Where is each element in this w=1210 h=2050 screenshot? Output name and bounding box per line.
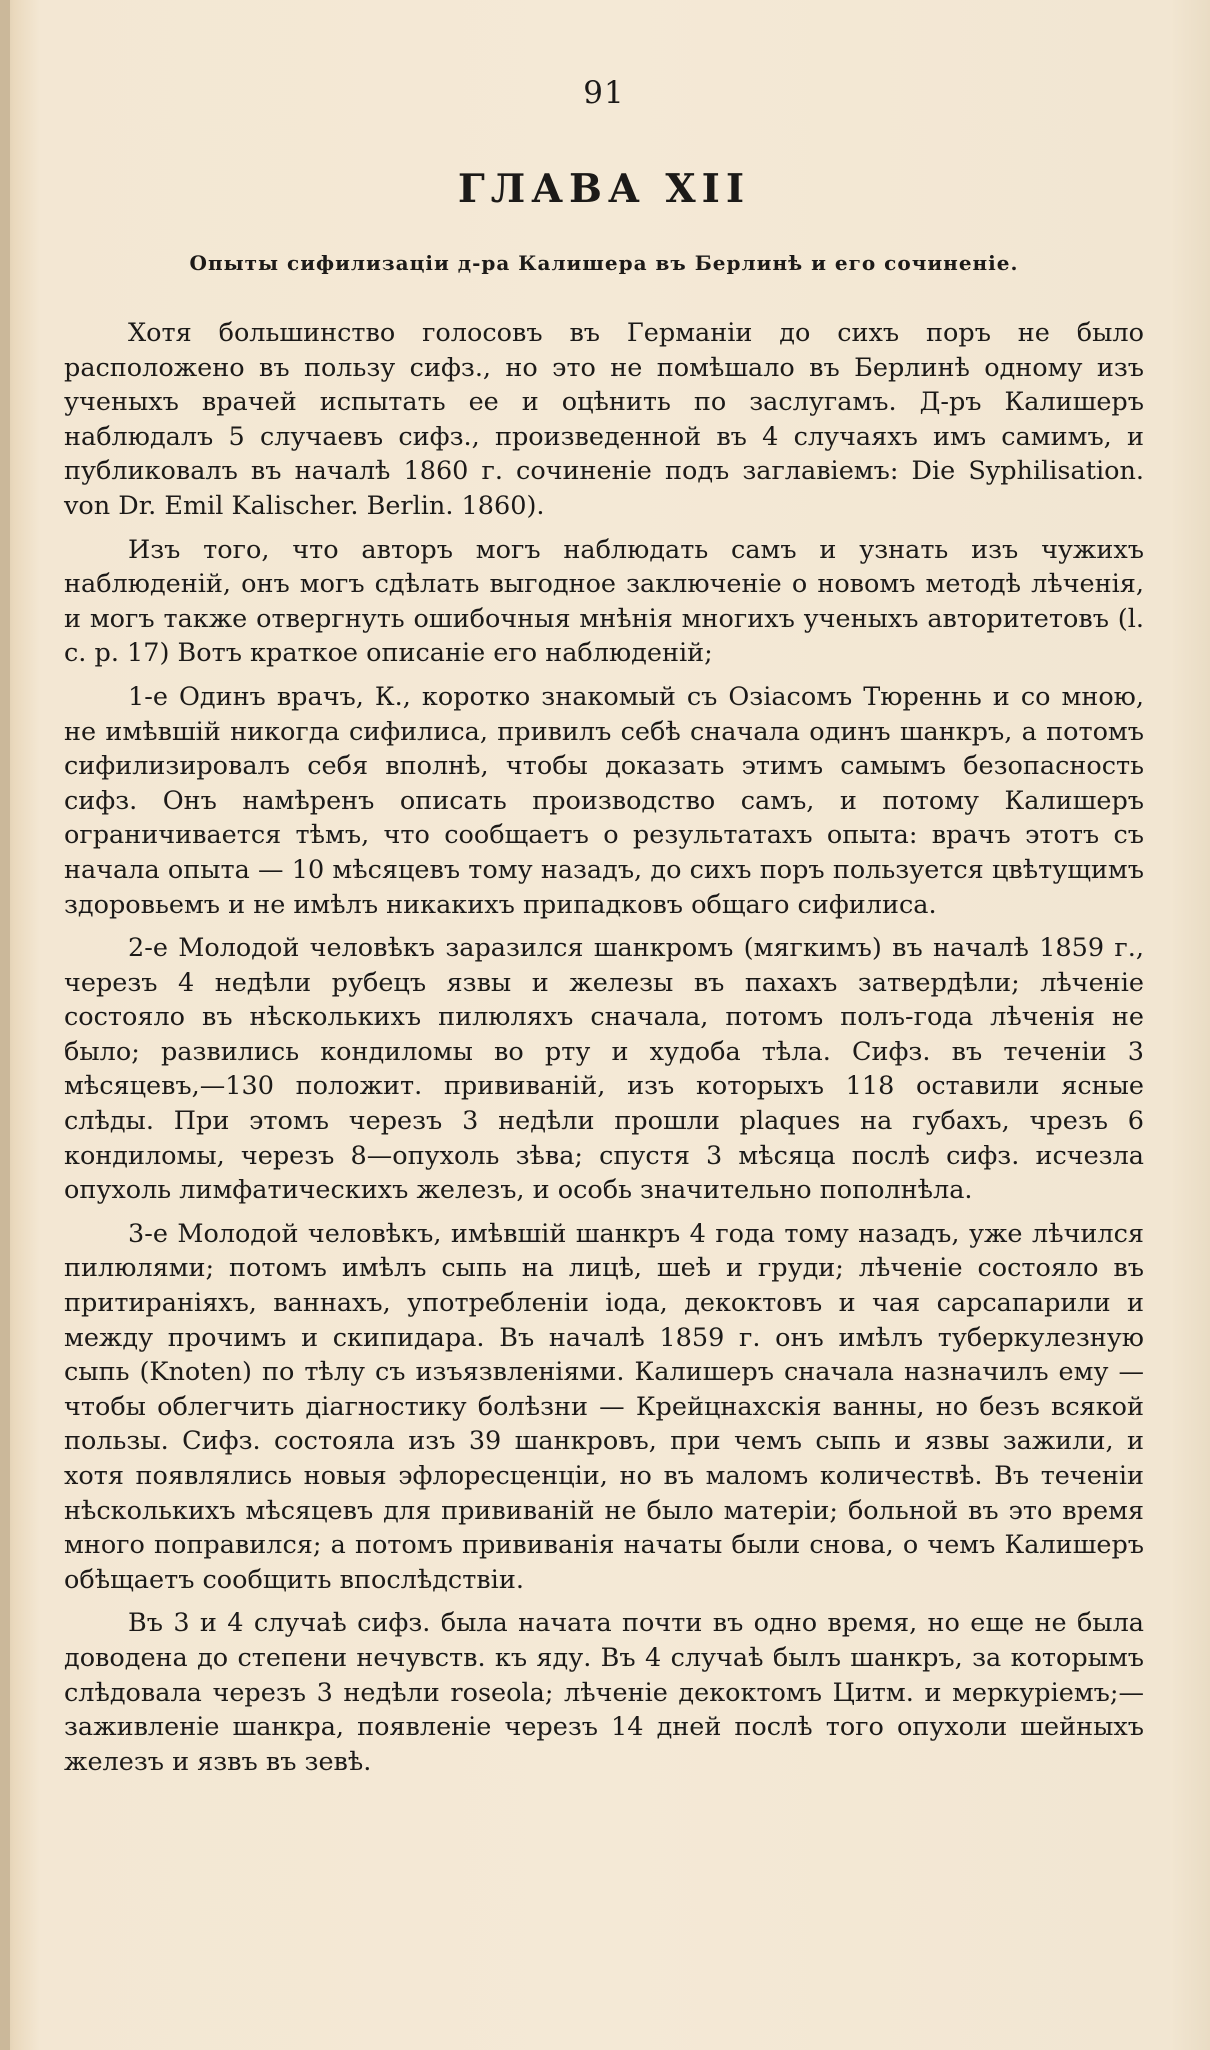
page-binding-edge xyxy=(0,0,10,2050)
chapter-subtitle: Опыты сифилизаціи д-ра Калишера въ Берлинѣ и его сочиненіе. xyxy=(189,251,1019,275)
paragraph-case-3: 3-е Молодой человѣкъ, имѣвшій шанкръ 4 года тому назадъ, уже лѣчился пилюлями; потомъ имѣлъ сыпь на лицѣ, шеѣ и груди; лѣченіе состояло въ притираніяхъ, ваннахъ, употребленіи іода, декоктовъ и чая сарсапарили и между прочимъ и скипидара. Въ началѣ 1859 г. онъ имѣлъ туберкулезную сыпь (Knoten) по тѣлу съ изъязвленіями. Калишеръ сначала назначилъ ему — чтобы облегчить діагностику болѣзни — Крейцнахскія ванны, но безъ всякой пользы. Сифз. состояла изъ 39 шанкровъ, при чемъ сыпь и язвы зажили, и хотя появлялись новыя эфлоресценціи, но въ маломъ количествѣ. Въ теченіи нѣсколькихъ мѣсяцевъ для прививаній не было матеріи; больной въ это время много поправился; а потомъ прививанія начаты были снова, о чемъ Калишеръ обѣщаетъ сообщить впослѣдствіи. xyxy=(64,1218,1144,1595)
paragraph-cases-3-4: Въ 3 и 4 случаѣ сифз. была начата почти въ одно время, но еще не была доводена до степени нечувств. къ яду. Въ 4 случаѣ былъ шанкръ, за которымъ слѣдовала черезъ 3 недѣли roseola; лѣченіе декоктомъ Цитм. и меркуріемъ;—заживленіе шанкра, появленіе черезъ 14 дней послѣ того опухоли шейныхъ железъ и язвъ въ зевѣ. xyxy=(64,1608,1144,1777)
chapter-title: ГЛАВА XII xyxy=(457,166,751,212)
paragraph-case-1: 1-е Одинъ врачъ, К., коротко знакомый съ Озіасомъ Тюреннь и со мною, не имѣвшій никогда сифилиса, привилъ себѣ сначала одинъ шанкръ, а потомъ сифилизировалъ себя вполнѣ, чтобы доказать этимъ самымъ безопасность сифз. Онъ намѣренъ описать производство самъ, и потому Калишеръ ограничивается тѣмъ, что сообщаетъ о результатахъ опыта: врачъ этотъ съ начала опыта — 10 мѣсяцевъ тому назадъ, до сихъ поръ пользуется цвѣтущимъ здоровьемъ и не имѣлъ никакихъ припадковъ общаго сифилиса. xyxy=(64,681,1144,920)
paragraph-intro: Хотя большинство голосовъ въ Германіи до сихъ поръ не было расположено въ пользу сифз., но это не помѣшало въ Берлинѣ одному изъ ученыхъ врачей испытать ее и оцѣнить по заслугамъ. Д-ръ Калишеръ наблюдалъ 5 случаевъ сифз., произведенной въ 4 случаяхъ имъ самимъ, и публиковалъ въ началѣ 1860 г. сочиненіе подъ заглавіемъ: Die Syphilisation. von Dr. Emil Kalischer. Berlin. 1860). xyxy=(64,318,1144,521)
paragraph-case-2: 2-е Молодой человѣкъ заразился шанкромъ (мягкимъ) въ началѣ 1859 г., черезъ 4 недѣли рубецъ язвы и железы въ пахахъ затвердѣли; лѣченіе состояло въ нѣсколькихъ пилюляхъ сначала, потомъ полъ-года лѣченія не было; развились кондиломы во рту и худоба тѣла. Сифз. въ теченіи 3 мѣсяцевъ,—130 положит. прививаній, изъ которыхъ 118 оставили ясные слѣды. При этомъ черезъ 3 недѣли прошли plaques на губахъ, чрезъ 6 кондиломы, черезъ 8—опухоль зѣва; спустя 3 мѣсяца послѣ сифз. исчезла опухоль лимфатическихъ железъ, и особь значительно пополнѣла. xyxy=(64,933,1144,1206)
page-content xyxy=(64,70,1144,1788)
body-text xyxy=(64,316,1144,1779)
page-number: 91 xyxy=(583,75,625,111)
paragraph-observations: Изъ того, что авторъ могъ наблюдать самъ и узнать изъ чужихъ наблюденій, онъ могъ сдѣлать выгодное заключеніе о новомъ методѣ лѣченія, и могъ также отвергнуть ошибочныя мнѣнія многихъ ученыхъ авторитетовъ (l. c. p. 17) Вотъ краткое описаніе его наблюденій; xyxy=(64,534,1144,669)
